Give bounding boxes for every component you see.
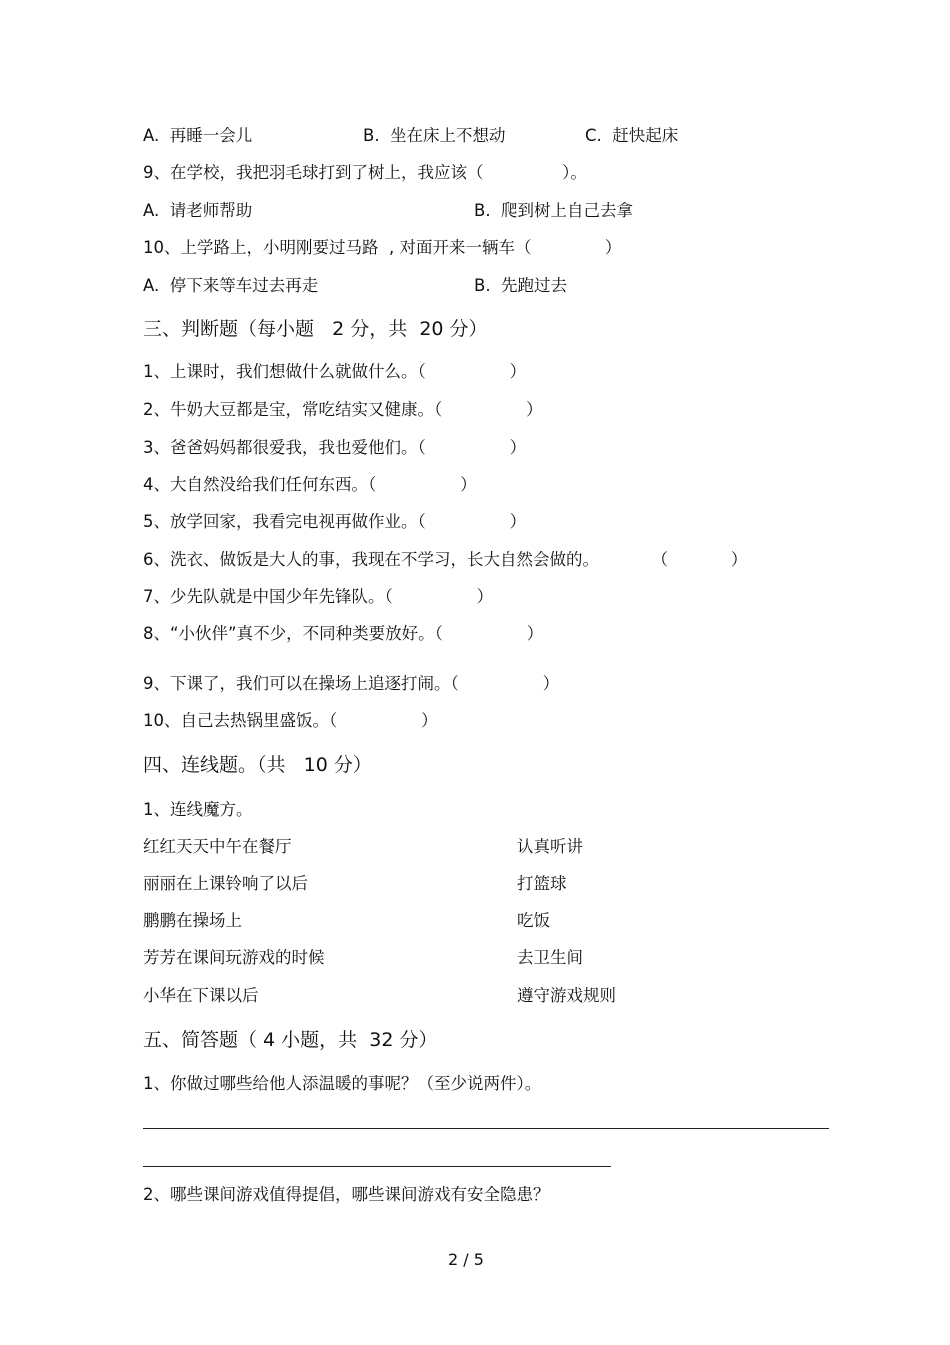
match-left-item: 鹏鹏在操场上 — [143, 911, 242, 930]
q8-option-a: A. 再睡一会儿 — [143, 126, 253, 145]
section5-heading: 五、简答题（ 4 小题，共 32 分） — [143, 1029, 438, 1051]
section5-q1: 1、你做过哪些给他人添温暖的事呢？（至少说两件）。 — [143, 1074, 542, 1093]
q10-option-a: A. 停下来等车过去再走 — [143, 276, 319, 295]
judge-item: 10、自己去热锅里盛饭。（ ） — [143, 711, 438, 730]
match-right-item: 打篮球 — [517, 874, 567, 893]
match-right-item: 认真听讲 — [517, 837, 583, 856]
match-left-item: 小华在下课以后 — [143, 986, 259, 1005]
match-right-item: 遵守游戏规则 — [517, 986, 616, 1005]
judge-item: 8、“小伙伴”真不少，不同种类要放好。（ ） — [143, 624, 544, 643]
section3-heading: 三、判断题（每小题 2 分，共 20 分） — [143, 318, 488, 340]
match-left-item: 芳芳在课间玩游戏的时候 — [143, 948, 325, 967]
answer-line — [143, 1166, 611, 1167]
judge-item: 6、洗衣、做饭是大人的事，我现在不学习，长大自然会做的。 （ ） — [143, 550, 748, 569]
judge-item: 2、牛奶大豆都是宝，常吃结实又健康。（ ） — [143, 400, 543, 419]
judge-item: 3、爸爸妈妈都很爱我，我也爱他们。（ ） — [143, 438, 527, 457]
section4-heading: 四、连线题。（共 10 分） — [143, 754, 372, 776]
judge-item: 9、下课了，我们可以在操场上追逐打闹。（ ） — [143, 674, 560, 693]
section5-q2: 2、哪些课间游戏值得提倡，哪些课间游戏有安全隐患？ — [143, 1185, 550, 1204]
q8-option-c: C. 赶快起床 — [585, 126, 679, 145]
q10-option-b: B. 先跑过去 — [474, 276, 568, 295]
q9-option-b: B. 爬到树上自己去拿 — [474, 201, 634, 220]
match-left-item: 红红天天中午在餐厅 — [143, 837, 292, 856]
match-right-item: 去卫生间 — [517, 948, 583, 967]
q8-option-b: B. 坐在床上不想动 — [363, 126, 506, 145]
section4-intro: 1、连线魔方。 — [143, 800, 253, 819]
judge-item: 7、少先队就是中国少年先锋队。（ ） — [143, 587, 494, 606]
answer-line — [143, 1128, 829, 1129]
q10-question: 10、上学路上，小明刚要过马路 , 对面开来一辆车（ ） — [143, 238, 622, 257]
page-number: 2 / 5 — [448, 1250, 484, 1269]
match-left-item: 丽丽在上课铃响了以后 — [143, 874, 308, 893]
q9-option-a: A. 请老师帮助 — [143, 201, 253, 220]
judge-item: 1、上课时，我们想做什么就做什么。（ ） — [143, 362, 527, 381]
judge-item: 4、大自然没给我们任何东西。（ ） — [143, 475, 477, 494]
match-right-item: 吃饭 — [517, 911, 550, 930]
q9-question: 9、在学校，我把羽毛球打到了树上，我应该（ ）。 — [143, 163, 587, 182]
judge-item: 5、放学回家，我看完电视再做作业。（ ） — [143, 512, 527, 531]
